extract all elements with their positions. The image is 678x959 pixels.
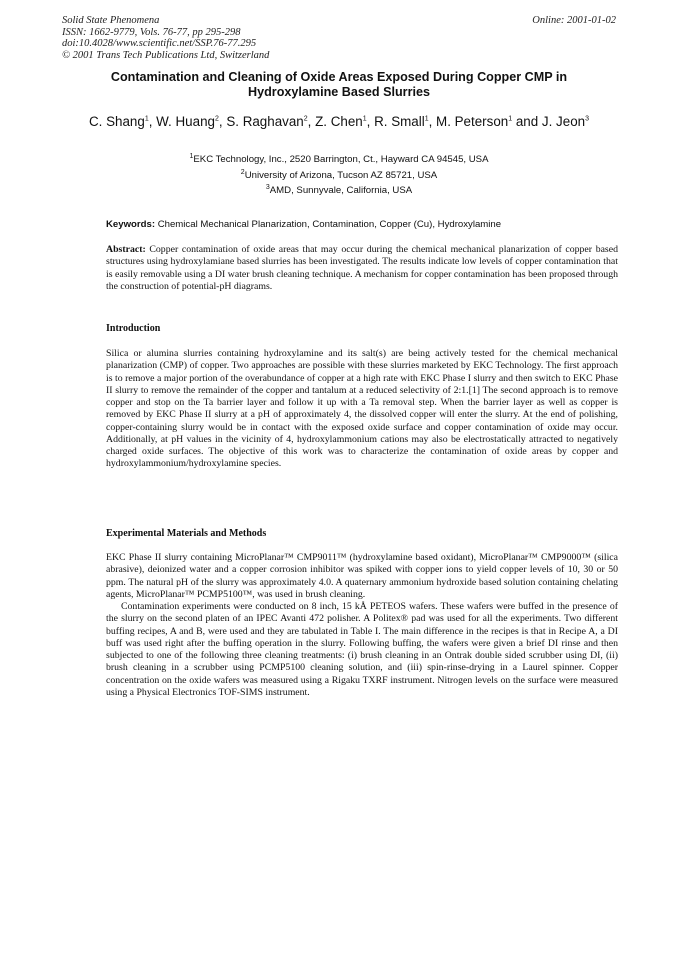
experimental-body xyxy=(106,552,618,699)
copyright-line: © 2001 Trans Tech Publications Ltd, Switzerland xyxy=(62,49,270,61)
author-affil-num: 1 xyxy=(508,115,513,123)
abstract-text: Copper contamination of oxide areas that may occur during the chemical mechanical planarization of copper based structures using hydroxylamiane based slurries has been investigated. The results indicate low levels of copper contamination that is easily removable using a DI water brush cleaning technique. A mechanism for copper contamination has been proposed through the construction of potential-pH diagrams. xyxy=(106,244,618,292)
author-name: and J. Jeon xyxy=(512,114,586,129)
journal-name: Solid State Phenomena xyxy=(62,15,160,26)
author-name: , R. Small xyxy=(366,114,425,129)
online-date: Online: 2001-01-02 xyxy=(532,15,616,26)
experimental-paragraph-2: Contamination experiments were conducted on 8 inch, 15 kÅ PETEOS wafers. These wafers were buffed in the presence of the slurry on the second platen of an IPEC Avanti 472 polisher. A Politex® pad was used for all the experiments. Two different buffing recipes, A and B, were used and they are tabulated in Table I. The main difference in the recipes is that in Recipe A, a DI buff was used right after the buffing operation in the slurry. Following buffing, the wafers were given a brief DI rinse and then subjected to one of the following three cleaning treatments: (i) brush cleaning in an Ontrak double sided scrubber using DI, (ii) brush cleaning in a scrubber using PCMP5100 cleaning solution, and (iii) spin-rinse-drying in a Laurel spinner. Copper concentration on the oxide wafers was measured using a Rigaku TXRF instrument. Nitrogen levels on the surface were measured using a Physical Electronics TOF-SIMS instrument. xyxy=(106,601,618,698)
author-name: , M. Peterson xyxy=(428,114,509,129)
introduction-body xyxy=(106,348,618,471)
author-affil-num: 2 xyxy=(214,115,219,123)
affiliations xyxy=(80,152,598,199)
author-affil-num: 1 xyxy=(144,115,149,123)
doi-line: doi:10.4028/www.scientific.net/SSP.76-77.295 xyxy=(62,38,257,50)
affiliation-3 xyxy=(80,183,598,199)
affiliation-num: 1 xyxy=(189,152,194,160)
author-affil-num: 1 xyxy=(424,115,429,123)
author-name: , W. Huang xyxy=(148,114,215,129)
affiliation-2 xyxy=(80,168,598,184)
author-name: , S. Raghavan xyxy=(218,114,304,129)
abstract xyxy=(106,244,618,293)
affiliation-text: AMD, Sunnyvale, California, USA xyxy=(269,185,413,196)
introduction-heading: Introduction xyxy=(106,323,161,334)
keywords xyxy=(106,219,618,231)
author-affil-num: 2 xyxy=(303,115,308,123)
affiliation-num: 2 xyxy=(240,168,245,176)
keywords-label: Keywords: xyxy=(106,219,156,230)
experimental-heading: Experimental Materials and Methods xyxy=(106,528,267,539)
author-name: C. Shang xyxy=(88,114,145,129)
affiliation-1 xyxy=(80,152,598,168)
paper-title: Contamination and Cleaning of Oxide Areas Exposed During Copper CMP in Hydroxylamine Based Slurries xyxy=(110,70,568,99)
author-list xyxy=(80,114,598,130)
experimental-paragraph-1: EKC Phase II slurry containing MicroPlanar™ CMP9011™ (hydroxylamine based oxidant), MicroPlanar™ CMP9000™ (silica abrasive), deionized water and a copper corrosion inhibitor was spiked with copper ions to yield copper levels of 10, 30 or 50 ppm. The natural pH of the slurry was approximately 4.0. A quaternary ammonium hydroxide based solution containing chelating agents, MicroPlanar™ PCMP5100™, was used in brush cleaning. xyxy=(106,552,618,600)
introduction-paragraph: Silica or alumina slurries containing hydroxylamine and its salt(s) are being actively tested for the chemical mechanical planarization (CMP) of copper. Two approaches are possible with these slurries marketed by EKC Technology. The first approach is to remove a major portion of the overabundance of copper at a high rate with EKC Phase I slurry and then switch to EKC Phase II slurry to remove the remainder of the copper and tantalum at a reduced selectivity of 2:1.[1] The second approach is to remove copper and stop on the Ta barrier layer and follow it up with a Ta removal step. When the barrier layer as well as copper is removed by EKC Phase II slurry at a pH of approximately 4, the dissolved copper will enter the slurry. At the end of polishing, copper-containing slurry would be in contact with the exposed oxide surface and copper contamination of oxide may occur. Additionally, at pH values in the vicinity of 4, hydroxylammonium cations may also be electrostatically attracted to negatively charged oxide surfaces. The objective of this work was to characterize the contamination of oxide areas by copper and hydroxylammonium/hydroxylamine species. xyxy=(106,348,618,470)
author-affil-num: 3 xyxy=(585,115,590,123)
journal-header xyxy=(62,15,616,61)
issn-line: ISSN: 1662-9779, Vols. 76-77, pp 295-298 xyxy=(62,26,241,38)
keywords-text: Chemical Mechanical Planarization, Contamination, Copper (Cu), Hydroxylamine xyxy=(155,219,502,230)
affiliation-text: University of Arizona, Tucson AZ 85721, USA xyxy=(244,169,438,181)
affiliation-num: 3 xyxy=(265,183,270,191)
author-name: , Z. Chen xyxy=(307,114,363,129)
abstract-label: Abstract: xyxy=(106,244,146,255)
author-affil-num: 1 xyxy=(362,115,367,123)
affiliation-text: EKC Technology, Inc., 2520 Barrington, Ct., Hayward CA 94545, USA xyxy=(193,154,489,165)
